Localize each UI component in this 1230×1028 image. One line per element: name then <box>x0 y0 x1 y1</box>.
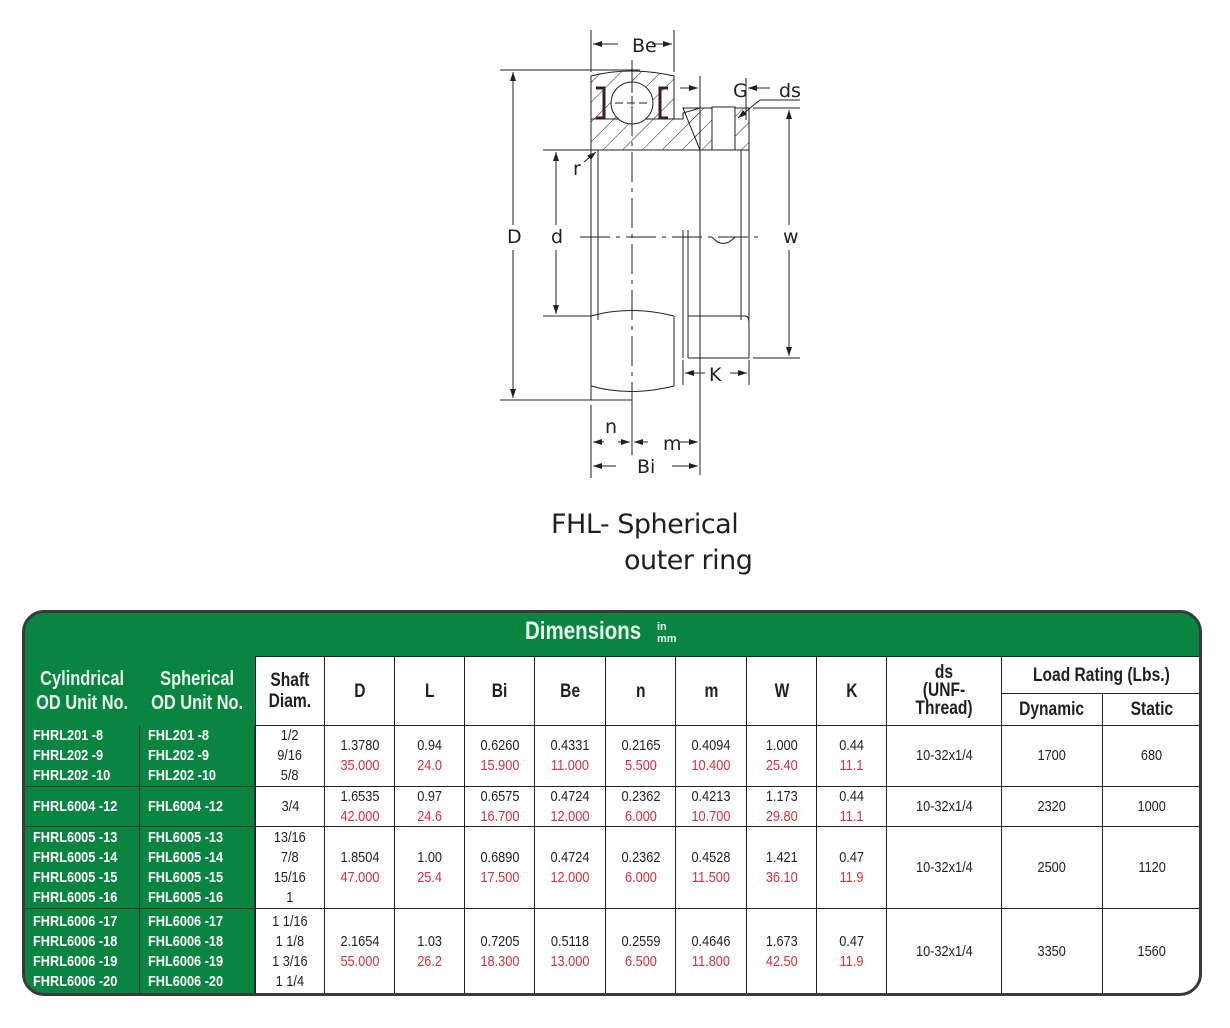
value-in: 2.1654 <box>339 932 379 950</box>
row2-dynamic <box>1002 787 1103 827</box>
shaft-size: 1 3/16 <box>272 952 308 970</box>
row4-n <box>606 909 676 995</box>
part-no: FHRL6006 -17 <box>33 912 118 930</box>
row2-n <box>606 787 676 827</box>
part-no: FHRL202 -10 <box>33 767 111 784</box>
value-mm: 35.000 <box>339 757 379 774</box>
label-r: r <box>573 158 581 180</box>
value-in: 0.6575 <box>479 787 519 805</box>
header-Bi <box>465 656 535 726</box>
row4-shaft <box>255 909 325 995</box>
row2-static <box>1103 787 1202 827</box>
header-K <box>817 656 887 726</box>
value-in: 1.00 <box>417 848 442 866</box>
header-dynamic <box>1002 694 1103 726</box>
header-dynamic-label: Dynamic <box>1019 699 1085 720</box>
row2-Bi <box>465 787 535 827</box>
label-Bi: Bi <box>637 456 656 478</box>
header-L-label: L <box>424 680 435 702</box>
value-in: 0.4724 <box>550 787 590 805</box>
part-no: FHL6005 -13 <box>148 828 224 846</box>
value-in: 0.44 <box>839 737 864 754</box>
value-in: 1.03 <box>417 932 442 950</box>
row3-ds <box>887 827 1002 909</box>
label-G: G <box>733 80 748 102</box>
shaft-size: 3/4 <box>281 797 299 815</box>
value-mm: 10.700 <box>691 807 731 825</box>
header-n <box>606 656 676 726</box>
header-W-label: W <box>774 680 789 702</box>
part-no: FHL6006 -18 <box>148 932 224 950</box>
caption-line-2: outer ring <box>624 545 753 576</box>
shaft-size: 1 1/4 <box>275 972 305 990</box>
row1-ds <box>887 726 1002 787</box>
value-in: 0.4528 <box>691 848 731 866</box>
value-mm: 55.000 <box>339 952 379 970</box>
part-no: FHRL6005 -13 <box>33 828 118 846</box>
value-in: 0.2559 <box>620 932 660 950</box>
row2-shaft <box>255 787 325 827</box>
row4-L <box>395 909 465 995</box>
part-no: FHL6005 -15 <box>148 868 224 886</box>
row3-D <box>325 827 395 909</box>
value-mm: 6.000 <box>624 807 657 825</box>
row1-m <box>676 726 747 787</box>
row1-shaft <box>255 726 325 787</box>
shaft-size: 15/16 <box>274 868 306 886</box>
header-W <box>747 656 817 726</box>
thread-value: 10-32x1/4 <box>915 747 973 764</box>
shaft-size: 1/2 <box>281 727 299 744</box>
row2-m <box>676 787 747 827</box>
value-mm: 26.2 <box>417 952 442 970</box>
part-no: FHRL6005 -14 <box>33 848 118 866</box>
shaft-size: 9/16 <box>277 747 303 764</box>
part-no: FHL6006 -20 <box>148 972 224 990</box>
header-sph-line2: OD Unit No. <box>151 692 244 714</box>
row1-D <box>325 726 395 787</box>
part-no: FHRL6006 -18 <box>33 932 118 950</box>
value-mm: 42.50 <box>765 952 798 970</box>
value-in: 1.173 <box>765 787 798 805</box>
part-no: FHL202 -9 <box>148 747 209 764</box>
value-mm: 24.0 <box>417 757 442 774</box>
value-in: 1.3780 <box>339 737 379 754</box>
part-no: FHRL6005 -16 <box>33 888 118 906</box>
value-mm: 12.000 <box>550 807 590 825</box>
value-in: 1.000 <box>765 737 798 754</box>
value-in: 0.47 <box>839 932 864 950</box>
row2-D <box>325 787 395 827</box>
value-in: 1.421 <box>765 848 798 866</box>
part-no: FHL202 -10 <box>148 767 217 784</box>
header-Be-label: Be <box>560 680 580 702</box>
header-load-label: Load Rating (Lbs.) <box>1033 664 1170 686</box>
part-no: FHRL6006 -20 <box>33 972 118 990</box>
shaft-size: 1 1/16 <box>272 912 308 930</box>
header-m <box>676 656 747 726</box>
row3-L <box>395 827 465 909</box>
header-n-label: n <box>635 680 646 702</box>
part-no: FHL6006 -19 <box>148 952 224 970</box>
value-mm: 10.400 <box>691 757 731 774</box>
part-no: FHRL6004 -12 <box>33 797 118 815</box>
row4-dynamic <box>1002 909 1103 995</box>
value-in: 0.4331 <box>550 737 590 754</box>
row3-W <box>747 827 817 909</box>
shaft-size: 5/8 <box>281 767 299 784</box>
value-mm: 16.700 <box>479 807 519 825</box>
header-ds <box>887 656 1002 726</box>
value-mm: 5.500 <box>624 757 657 774</box>
value-in: 0.2362 <box>620 787 660 805</box>
row1-K <box>817 726 887 787</box>
header-D <box>325 656 395 726</box>
header-ds-line1: ds <box>934 662 954 683</box>
row4-sph <box>140 909 255 995</box>
dynamic-value: 2500 <box>1037 858 1067 876</box>
value-in: 0.6890 <box>479 848 519 866</box>
thread-value: 10-32x1/4 <box>915 858 973 876</box>
header-static-label: Static <box>1130 699 1174 720</box>
row4-Bi <box>465 909 535 995</box>
value-mm: 11.800 <box>691 952 731 970</box>
row3-static <box>1103 827 1202 909</box>
label-ds: ds <box>779 80 801 102</box>
row3-Be <box>535 827 606 909</box>
header-Bi-label: Bi <box>491 680 508 702</box>
row3-dynamic <box>1002 827 1103 909</box>
dynamic-value: 2320 <box>1037 797 1067 815</box>
part-no: FHRL6006 -19 <box>33 952 118 970</box>
value-in: 0.5118 <box>550 932 590 950</box>
thread-value: 10-32x1/4 <box>915 797 973 815</box>
row1-Bi <box>465 726 535 787</box>
value-mm: 11.500 <box>691 868 731 886</box>
header-load-rating <box>1002 656 1202 694</box>
value-mm: 47.000 <box>339 868 379 886</box>
header-K-label: K <box>845 680 858 702</box>
row4-Be <box>535 909 606 995</box>
units-in: in <box>657 621 667 633</box>
header-shaft-line1: Shaft <box>270 670 310 691</box>
row3-shaft <box>255 827 325 909</box>
row4-ds <box>887 909 1002 995</box>
value-in: 0.6260 <box>479 737 519 754</box>
label-n: n <box>605 416 618 438</box>
static-value: 1000 <box>1137 797 1167 815</box>
part-no: FHL6004 -12 <box>148 797 224 815</box>
header-static <box>1103 694 1202 726</box>
row3-K <box>817 827 887 909</box>
value-mm: 42.000 <box>339 807 379 825</box>
shaft-size: 7/8 <box>281 848 299 866</box>
dynamic-value: 3350 <box>1037 942 1067 960</box>
part-no: FHRL202 -9 <box>33 747 104 764</box>
static-value: 680 <box>1141 747 1163 764</box>
row2-W <box>747 787 817 827</box>
row2-L <box>395 787 465 827</box>
header-D-label: D <box>353 680 366 702</box>
value-mm: 25.4 <box>417 868 442 886</box>
value-in: 0.97 <box>417 787 442 805</box>
header-sph-line1: Spherical <box>160 668 235 690</box>
header-m-label: m <box>704 680 718 702</box>
value-in: 0.7205 <box>479 932 519 950</box>
shaft-size: 1 <box>286 888 294 906</box>
shaft-size: 1 1/8 <box>275 932 305 950</box>
row2-cyl <box>25 787 140 827</box>
part-no: FHL201 -8 <box>148 727 209 744</box>
value-mm: 15.900 <box>479 757 519 774</box>
value-in: 1.6535 <box>339 787 379 805</box>
value-in: 0.47 <box>839 848 864 866</box>
row2-K <box>817 787 887 827</box>
value-mm: 24.6 <box>417 807 442 825</box>
value-mm: 29.80 <box>765 807 798 825</box>
value-in: 1.673 <box>765 932 798 950</box>
caption-line-1: FHL- Spherical <box>551 509 739 540</box>
row1-sph <box>140 726 255 787</box>
row2-Be <box>535 787 606 827</box>
row4-D <box>325 909 395 995</box>
row4-static <box>1103 909 1202 995</box>
header-cyl-line1: Cylindrical <box>40 668 125 690</box>
value-mm: 11.9 <box>839 868 864 886</box>
static-value: 1560 <box>1137 942 1167 960</box>
value-in: 0.4213 <box>691 787 731 805</box>
label-Be: Be <box>632 35 657 57</box>
row1-Be <box>535 726 606 787</box>
value-in: 0.4646 <box>691 932 731 950</box>
row3-Bi <box>465 827 535 909</box>
part-no: FHL6005 -14 <box>148 848 224 866</box>
header-L <box>395 656 465 726</box>
part-no: FHL6005 -16 <box>148 888 224 906</box>
value-in: 0.2165 <box>620 737 660 754</box>
units-mm: mm <box>657 633 677 645</box>
value-mm: 11.1 <box>839 757 864 774</box>
row4-m <box>676 909 747 995</box>
value-mm: 36.10 <box>765 868 798 886</box>
row1-dynamic <box>1002 726 1103 787</box>
row2-ds <box>887 787 1002 827</box>
dynamic-value: 1700 <box>1037 747 1067 764</box>
value-in: 0.44 <box>839 787 864 805</box>
value-in: 1.8504 <box>339 848 379 866</box>
row2-sph <box>140 787 255 827</box>
table-units <box>657 621 677 645</box>
value-in: 0.2362 <box>620 848 660 866</box>
label-K: K <box>709 364 722 386</box>
value-mm: 13.000 <box>550 952 590 970</box>
static-value: 1120 <box>1138 858 1166 876</box>
header-Be <box>535 656 606 726</box>
part-no: FHL6006 -17 <box>148 912 224 930</box>
value-mm: 11.1 <box>839 807 864 825</box>
header-cylindrical <box>25 656 140 726</box>
value-in: 0.4724 <box>550 848 590 866</box>
row1-W <box>747 726 817 787</box>
row4-cyl <box>25 909 140 995</box>
row1-cyl <box>25 726 140 787</box>
value-in: 0.94 <box>417 737 442 754</box>
header-cyl-line2: OD Unit No. <box>36 692 129 714</box>
row3-m <box>676 827 747 909</box>
value-mm: 12.000 <box>550 868 590 886</box>
label-d: d <box>551 226 564 248</box>
value-mm: 17.500 <box>479 868 519 886</box>
row1-L <box>395 726 465 787</box>
row1-static <box>1103 726 1202 787</box>
value-mm: 6.000 <box>624 868 657 886</box>
part-no: FHRL201 -8 <box>33 727 104 744</box>
value-mm: 25.40 <box>765 757 798 774</box>
table-title: Dimensions <box>525 617 642 645</box>
label-m: m <box>663 433 682 455</box>
value-mm: 11.000 <box>550 757 590 774</box>
value-in: 0.4094 <box>691 737 731 754</box>
label-D: D <box>507 226 522 248</box>
part-no: FHRL6005 -15 <box>33 868 118 886</box>
header-shaft <box>255 656 325 726</box>
row3-n <box>606 827 676 909</box>
row4-K <box>817 909 887 995</box>
row1-n <box>606 726 676 787</box>
header-shaft-line2: Diam. <box>268 691 312 712</box>
label-w: w <box>783 226 799 248</box>
thread-value: 10-32x1/4 <box>915 942 973 960</box>
row4-W <box>747 909 817 995</box>
row3-sph <box>140 827 255 909</box>
header-spherical <box>140 656 255 726</box>
shaft-size: 13/16 <box>274 828 306 846</box>
specification-table <box>22 610 1202 996</box>
row3-cyl <box>25 827 140 909</box>
header-ds-line2: (UNF-Thread) <box>915 680 973 719</box>
value-mm: 6.500 <box>624 952 657 970</box>
value-mm: 18.300 <box>479 952 519 970</box>
value-mm: 11.9 <box>839 952 864 970</box>
